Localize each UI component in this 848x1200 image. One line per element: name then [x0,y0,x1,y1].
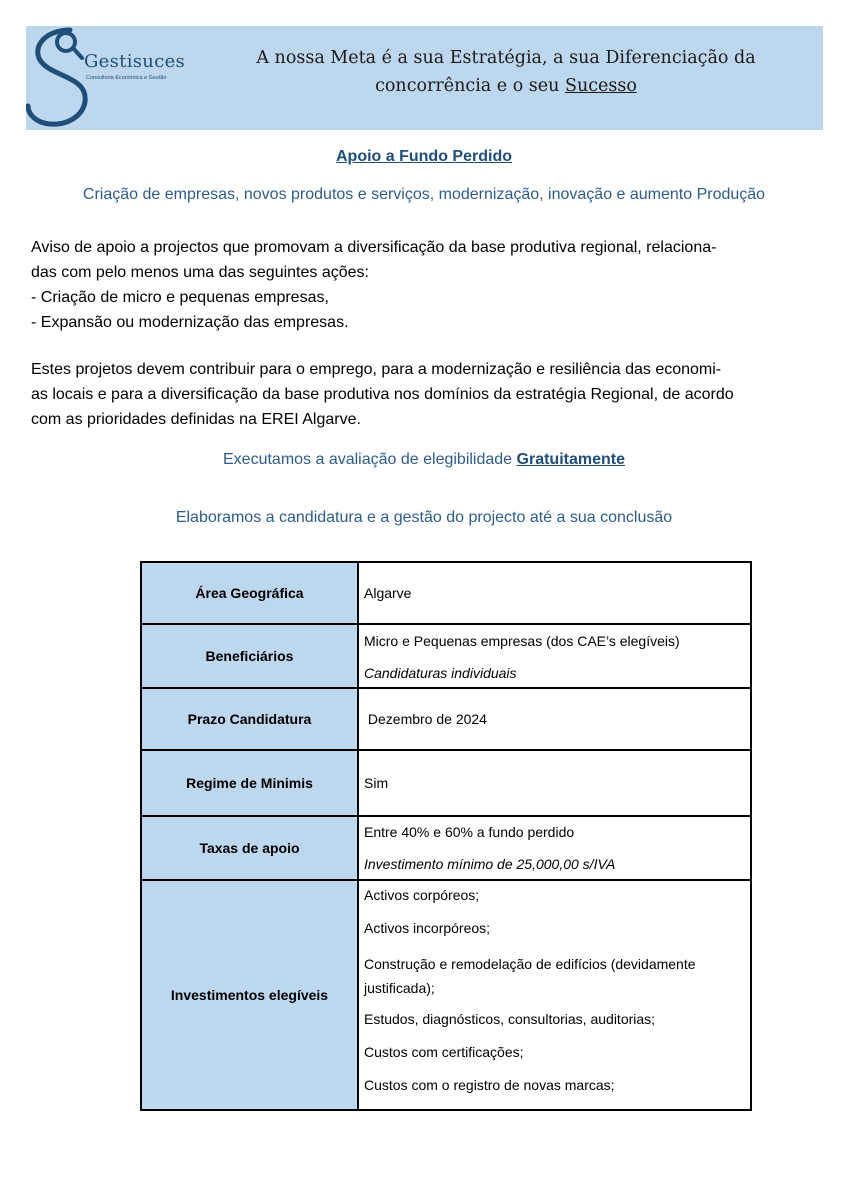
program-info-table [140,561,752,1111]
table-row [141,688,751,750]
objectives-paragraph [31,357,817,432]
list-item: Activos incorpóreos; [364,920,491,936]
row-label: Beneficiários [141,624,358,688]
value-text-italic: Candidaturas individuais [364,665,517,681]
page-subtitle: Criação de empresas, novos produtos e serviços, modernização, inovação e aumento Produção [82,186,766,203]
intro-paragraph [31,235,817,335]
tagline-text-1: A nossa Meta é a sua [256,48,450,68]
list-item: Construção e remodelação de edifícios (devidamente justificada); [364,956,696,996]
eligibility-text: Executamos a avaliação de elegibilidade [223,451,517,468]
objectives-line-3: com as prioridades definidas na EREI Algarve. [31,411,361,428]
row-value [358,880,751,1110]
value-text: Sim [364,775,389,791]
intro-line-1: Aviso de apoio a projectos que promovam a diversificação da base produtiva regional, relaciona- [31,239,717,256]
tagline-text-2: , a sua [542,48,606,68]
row-label: Regime de Minimis [141,750,358,816]
objectives-line-1: Estes projetos devem contribuir para o emprego, para a modernização e resiliência das economi- [31,361,722,378]
row-label: Taxas de apoio [141,816,358,880]
row-label: Área Geográfica [141,562,358,624]
table-row [141,880,751,1110]
objectives-line-2: as locais e para a diversificação da base produtiva nos domínios da estratégia Regional, de acordo [31,386,734,403]
table-row [141,624,751,688]
list-item: Custos com certificações; [364,1044,524,1060]
list-item: Custos com o registro de novas marcas; [364,1077,615,1093]
value-text: Dezembro de 2024 [364,711,487,727]
row-value [358,624,751,688]
row-value [358,816,751,880]
table-row [141,816,751,880]
value-text: Algarve [364,585,412,601]
company-logo [26,26,201,130]
application-line: Elaboramos a candidatura e a gestão do projecto até a sua conclusão [175,509,673,526]
row-label: Prazo Candidatura [141,688,358,750]
value-text-italic: Investimento mínimo de 25,000,00 s/IVA [364,856,616,872]
row-value [358,750,751,816]
value-text: Micro e Pequenas empresas (dos CAE’s elegíveis) [364,633,680,649]
intro-line-3: - Criação de micro e pequenas empresas, [31,289,329,306]
value-text: Entre 40% e 60% a fundo perdido [364,824,575,840]
page-title: Apoio a Fundo Perdido [336,148,512,165]
list-item: Estudos, diagnósticos, consultorias, auditorias; [364,1011,656,1027]
brand-name: Gestisuces [84,51,186,72]
tagline [196,44,816,100]
row-value [358,688,751,750]
table-row [141,750,751,816]
tagline-word-strategy: Estratégia [449,48,542,68]
eligibility-line [0,451,848,469]
tagline-word-success: Sucesso [564,76,637,96]
row-label: Investimentos elegíveis [141,880,358,1110]
intro-line-2: das com pelo menos uma das seguintes ações: [31,264,369,281]
list-item: Activos corpóreos; [364,887,480,903]
table-row [141,562,751,624]
brand-subtitle: Consultoria Económica e Gestão [86,75,167,81]
eligibility-emphasis: Gratuitamente [516,451,625,468]
row-value [358,562,751,624]
intro-line-4: - Expansão ou modernização das empresas. [31,314,349,331]
tagline-word-differentiation: Diferenciação [605,48,729,68]
header-banner [26,26,823,130]
tagline-text-3: da concorrência e o seu [375,48,756,96]
